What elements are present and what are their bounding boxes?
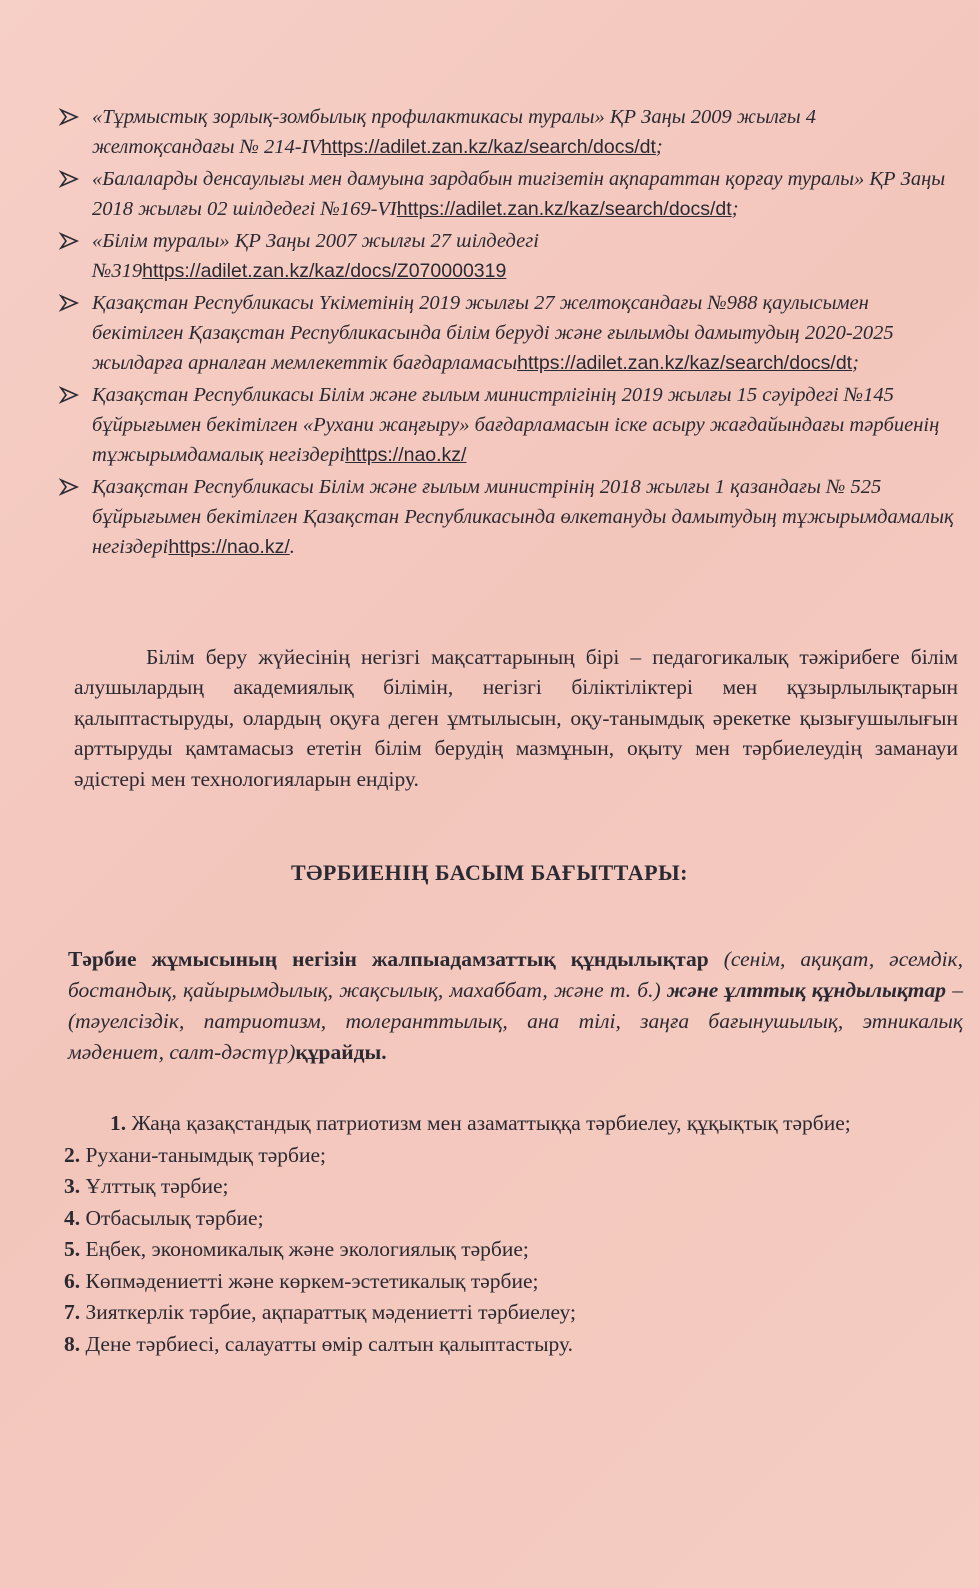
- item-number: 4.: [64, 1205, 81, 1230]
- reference-link[interactable]: https://adilet.zan.kz/kaz/docs/Z070000319: [142, 260, 507, 282]
- item-number: 1.: [110, 1111, 127, 1135]
- list-item: [64, 1234, 974, 1266]
- list-item: [58, 164, 958, 224]
- item-number: 8.: [64, 1331, 81, 1356]
- list-item: [58, 226, 958, 286]
- list-item: [58, 102, 958, 162]
- item-text: Рухани-танымдық тәрбие;: [80, 1142, 326, 1167]
- reference-punct: .: [289, 536, 295, 558]
- list-item: [64, 1108, 974, 1140]
- item-number: 7.: [64, 1300, 81, 1324]
- list-item: [58, 288, 958, 378]
- reference-text: «Білім туралы» ҚР Заңы 2007 жылғы 27 шілдедегі №319: [92, 230, 539, 282]
- reference-text: Қазақстан Республикасы Үкіметінің 2019 жылғы 27 желтоқсандағы №988 қаулысымен бекітілген Қазақстан Республикасында білім беруді және ғылымды дамытудың 2020-2025 жылдарға арналған мемлекеттік бағдарламасы: [92, 292, 894, 374]
- legal-references-list: [58, 102, 958, 564]
- section-heading: ТӘРБИЕНІҢ БАСЫМ БАҒЫТТАРЫ:: [290, 860, 689, 885]
- reference-link[interactable]: https://adilet.zan.kz/kaz/search/docs/dt: [320, 136, 656, 158]
- values-paragraph: [68, 944, 963, 1068]
- list-item: [64, 1297, 974, 1329]
- list-item: [64, 1203, 974, 1235]
- reference-link[interactable]: https://nao.kz/: [168, 536, 290, 558]
- list-item: [64, 1329, 974, 1361]
- reference-text: «Балаларды денсаулығы мен дамуына зардабын тигізетін ақпараттан қорғау туралы» ҚР Заңы 2018 жылғы 02 шілдедегі №169-VI: [92, 168, 946, 220]
- reference-text: Қазақстан Республикасы Білім және ғылым министрлігінің 2019 жылғы 15 сәуірдегі №145 бұйрығымен бекітілген «Рухани жаңғыру» бағдарламасын іске асыру жағдайындағы тәрбиенің тұжырымдамалық негіздері: [92, 384, 940, 466]
- universal-values: (сенім, ақиқат, әсемдік, бостандық, қайырымдылық, жақсылық, махаббат, және т. б.): [68, 946, 963, 1002]
- reference-link[interactable]: https://adilet.zan.kz/kaz/search/docs/dt: [396, 198, 732, 220]
- arrow-bullet-icon: [58, 168, 80, 190]
- reference-text: Қазақстан Республикасы Білім және ғылым министрінің 2018 жылғы 1 қазандағы № 525 бұйрығымен бекітілген Қазақстан Республикасында өлкетануды дамытудың тұжырымдамалық негіздері: [92, 476, 954, 558]
- priority-directions-list: [64, 1108, 974, 1360]
- item-number: 2.: [64, 1142, 81, 1167]
- reference-punct: ;: [852, 352, 859, 374]
- item-text: Отбасылық тәрбие;: [80, 1205, 264, 1230]
- arrow-bullet-icon: [58, 476, 80, 498]
- reference-text: «Тұрмыстық зорлық-зомбылық профилактикасы туралы» ҚР Заңы 2009 жылғы 4 желтоқсандағы № 214-IV: [92, 106, 817, 158]
- list-item: [64, 1171, 974, 1203]
- reference-link[interactable]: https://nao.kz/: [345, 444, 467, 466]
- item-text: Еңбек, экономикалық және экологиялық тәрбие;: [80, 1237, 529, 1261]
- reference-punct: ;: [731, 198, 739, 220]
- intro-paragraph: Білім беру жүйесінің негізгі мақсаттарының бірі – педагогикалық тәжірибеге білім алушылардың академиялық білімін, негізгі біліктіліктері мен құзырлылықтарын қалыптастыруды, олардың оқуға деген ұмтылысын, оқу-танымдық әрекетке қызығушылығын арттыруды қамтамасыз ететін білім берудің мазмұнын, оқыту мен тәрбиелеудің заманауи әдістері мен технологияларын ендіру.: [74, 644, 958, 791]
- item-number: 5.: [64, 1237, 81, 1261]
- arrow-bullet-icon: [58, 230, 80, 252]
- item-text: Дене тәрбиесі, салауатты өмір салтын қалыптастыру.: [80, 1331, 573, 1356]
- item-text: Көпмәдениетті және көркем-эстетикалық тәрбие;: [80, 1268, 539, 1293]
- list-item: [64, 1266, 974, 1298]
- list-item: [64, 1140, 974, 1172]
- values-lead: Тәрбие жұмысының негізін жалпыадамзаттық құндылықтар: [68, 946, 709, 971]
- reference-punct: ;: [655, 136, 663, 158]
- national-values: – (тәуелсіздік, патриотизм, толеранттылық, ана тілі, заңға бағынушылық, этникалық мәдениет, салт-дәстүр): [68, 977, 964, 1064]
- item-number: 3.: [64, 1174, 81, 1198]
- arrow-bullet-icon: [58, 106, 80, 128]
- item-text: Зияткерлік тәрбие, ақпараттық мәдениетті тәрбиелеу;: [80, 1300, 576, 1324]
- item-text: Ұлттық тәрбие;: [80, 1174, 229, 1198]
- item-text: Жаңа қазақстандық патриотизм мен азаматтыққа тәрбиелеу, құқықтық тәрбие;: [126, 1111, 851, 1135]
- list-item: [58, 380, 958, 470]
- reference-link[interactable]: https://adilet.zan.kz/kaz/search/docs/dt: [517, 352, 853, 374]
- item-number: 6.: [64, 1268, 81, 1293]
- arrow-bullet-icon: [58, 384, 80, 406]
- arrow-bullet-icon: [58, 292, 80, 314]
- national-values-label: және ұлттық құндылықтар: [666, 977, 947, 1002]
- values-closing: құрайды.: [295, 1039, 387, 1064]
- list-item: [58, 472, 958, 562]
